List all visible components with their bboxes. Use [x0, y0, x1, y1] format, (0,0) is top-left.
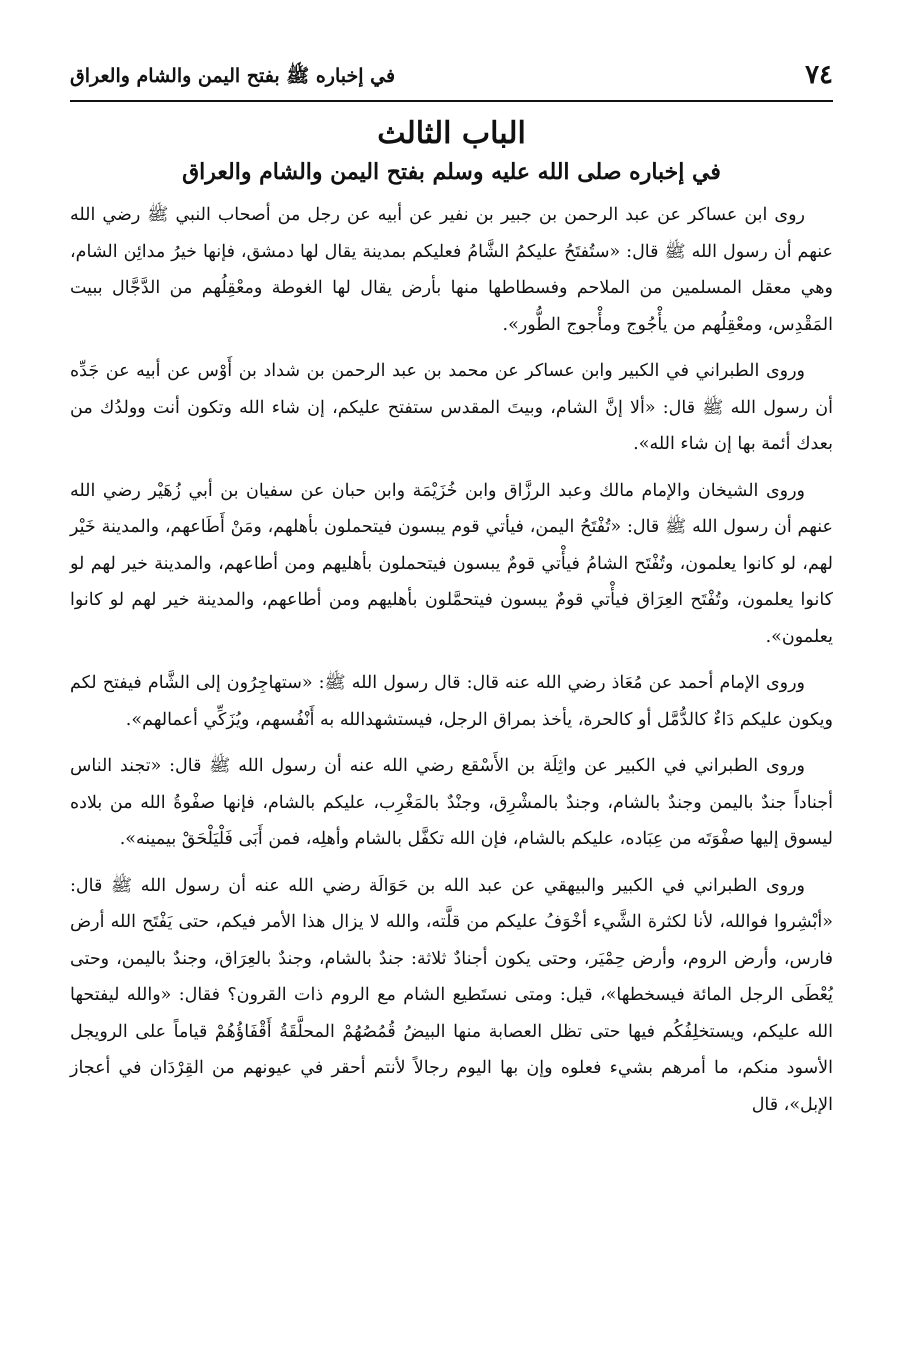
running-title: في إخباره ﷺ بفتح اليمن والشام والعراق [70, 65, 396, 87]
paragraph-6: وروى الطبراني في الكبير والبيهقي عن عبد الله بن حَوَالَة رضي الله عنه أن رسول الله ﷺ قال: «أبْشِروا فوالله، لأنا لكثرة الشَّيء أخْوَفُ عليكم من قلَّته، والله لا يزال هذا الأمر فيكم، حتى يَفْتَح الله أرض فارس، وأرض الروم، وأرض حِمْيَر، وحتى يكون أجنادٌ ثلاثة: جندٌ بالشام، وجندٌ بالعِرَاق، وجندٌ باليمن، وحتى يُعْطَى الرجل المائة فيسخطها»، قيل: ومتى نستَطيع الشام مع الروم ذات القرون؟ فقال: «والله ليفتحها الله عليكم، ويستخلِفُكُم فيها حتى تظل العصابة منها البيضُ قُمُصُهُمْ المحلَّقَةُ أَقْفَاؤُهُمْ قياماً على الرويجل الأسود منكم، ما أمرهم بشيء فعلوه وإن بها اليوم رجالاً لأنتم أحقر في عيونهم من القِرْدَان في أعجاز الإبل»، قال [70, 875, 833, 1115]
paragraph-2: وروى الطبراني في الكبير وابن عساكر عن محمد بن عبد الرحمن بن شداد بن أَوْس عن أبيه عن جَدِّه أن رسول الله ﷺ قال: «ألا إنَّ الشام، وبيتَ المقدس ستفتح عليكم، إن شاء الله وتكون أنت وولدُك من بعدك أئمة بها إن شاء الله». [70, 361, 833, 454]
body-text [70, 197, 833, 1123]
page-number: ٧٤ [805, 60, 833, 90]
paragraph-5: وروى الطبراني في الكبير عن واثِلَة بن الأَسْقع رضي الله عنه أن رسول الله ﷺ قال: «تجند الناس أجناداً جندٌ باليمن وجندٌ بالشام، وجندٌ بالمشْرِق، وجنْدٌ بالمَغْرِب، عليكم بالشام، فإنها صفْوةُ الله من بلاده ليسوق إليها صفْوَتَه من عِبَاده، عليكم بالشام، فإن الله تكفَّل بالشام وأهلِه، فمن أَبَى فَلْيَلْحَقْ بيمينه». [70, 756, 833, 849]
chapter-title: الباب الثالث [377, 116, 526, 151]
paragraph-4: وروى الإمام أحمد عن مُعَاذ رضي الله عنه قال: قال رسول الله ﷺ: «ستهاجِرُون إلى الشَّام فيفتح لكم ويكون عليكم دَاءٌ كالدُّمَّل أو كالحرة، يأخذ بمراق الرجل، فيستشهدالله به أَنْفُسهم، ويُزَكِّي أعمالهم». [70, 673, 833, 730]
running-header [70, 48, 833, 102]
paragraph-3: وروى الشيخان والإمام مالك وعبد الرزَّاق وابن خُزَيْمَة وابن حبان عن سفيان بن أبي زُهَيْر رضي الله عنهم أن رسول الله ﷺ قال: «تُفْتَحُ اليمن، فيأتي قوم يبسون فيتحملون بأهلهم، ومَنْ أَطَاعهم، والمدينة خَيْر لهم، لو كانوا يعلمون، وتُفْتَح الشامُ فيأْتي قومٌ يبسون فيتحملون بأهليهم ومن أطاعهم، والمدينة خير لهم لو كانوا يعلمون، وتُفْتَح العِرَاق فيأْتي قومٌ يبسون فيتحمَّلون بأهليهم ومن أطاعهم، والمدينة خير لهم لو كانوا يعلمون». [70, 480, 833, 647]
paragraph-1: روى ابن عساكر عن عبد الرحمن بن جبير بن نفير عن أبيه عن رجل من أصحاب النبي ﷺ رضي الله عنهم أن رسول الله ﷺ قال: «ستُفتَحُ عليكمُ الشَّامُ فعليكم بمدينة يقال لها دمشق، فإنها خيرُ مدائِن الشام، وهي معقل المسلمين من الملاحم وفسطاطها منها بأرض يقال لها الغوطة ومعْقِلُهم من الدَّجَّال ببيت المَقْدِس، ومعْقِلُهم من يأْجُوج ومأْجوج الطُّور». [70, 205, 833, 335]
chapter-subtitle: في إخباره صلى الله عليه وسلم بفتح اليمن والشام والعراق [182, 159, 721, 185]
